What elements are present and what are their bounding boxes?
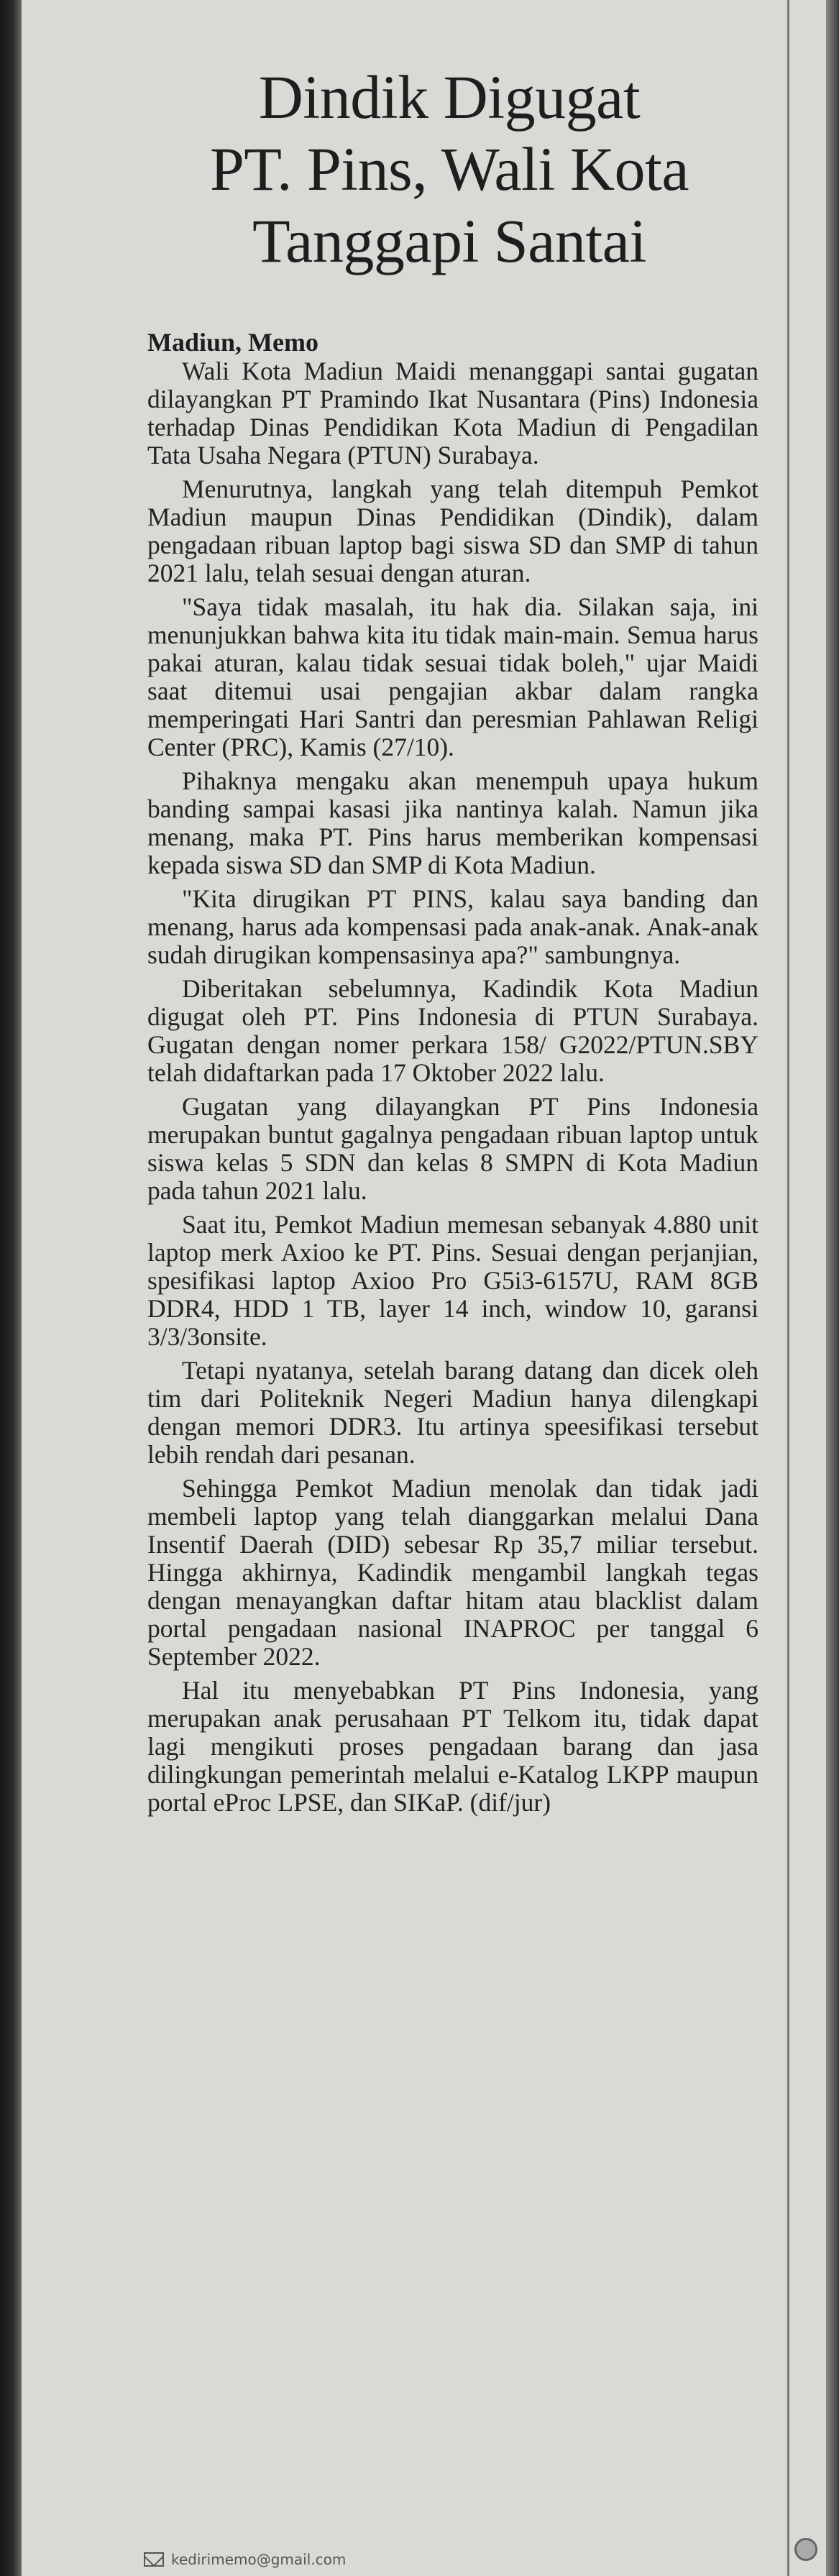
scan-edge-left: [0, 0, 22, 2576]
paragraph: Wali Kota Madiun Maidi menanggapi santai gugatan dilayangkan PT Pramindo Ikat Nusantara (Pins) Indonesia terhadap Dinas Pendidikan Kota Madiun di Pengadilan Tata Usaha Negara (PTUN) Surabaya.: [147, 357, 758, 469]
paragraph: "Kita dirugikan PT PINS, kalau saya banding dan menang, harus ada kompensasi pada anak-anak. Anak-anak sudah dirugikan kompensasinya apa?" sambungnya.: [147, 884, 758, 969]
footer: [144, 2545, 346, 2574]
column-divider: [787, 0, 789, 2576]
article-body: [147, 357, 758, 1817]
mail-icon: [144, 2552, 164, 2567]
footer-email: kedirimemo@gmail.com: [171, 2551, 347, 2568]
headline: [133, 61, 766, 277]
paragraph: Hal itu menyebabkan PT Pins Indonesia, yang merupakan anak perusahaan PT Telkom itu, tidak dapat lagi mengikuti proses pengadaan barang dan jasa dilingkungan pemerintah melalui e-Katalog LKPP maupun portal eProc LPSE, dan SIKaP. (dif/jur): [147, 1676, 758, 1817]
paragraph: Diberitakan sebelumnya, Kadindik Kota Madiun digugat oleh PT. Pins Indonesia di PTUN Surabaya. Gugatan dengan nomer perkara 158/ G2022/PTUN.SBY telah didaftarkan pada 17 Oktober 2022 lalu.: [147, 974, 758, 1087]
dateline: Madiun, Memo: [147, 328, 318, 357]
headline-line-1: Dindik Digugat: [258, 63, 641, 132]
paragraph: Menurutnya, langkah yang telah ditempuh Pemkot Madiun maupun Dinas Pendidikan (Dindik), dalam pengadaan ribuan laptop bagi siswa SD dan SMP di tahun 2021 lalu, telah sesuai dengan aturan.: [147, 475, 758, 587]
page-corner-mark-icon: [794, 2538, 817, 2561]
article: [133, 61, 766, 1823]
headline-line-3: Tanggapi Santai: [252, 206, 646, 275]
paragraph: Gugatan yang dilayangkan PT Pins Indonesia merupakan buntut gagalnya pengadaan ribuan laptop untuk siswa kelas 5 SDN dan kelas 8 SMPN di Kota Madiun pada tahun 2021 lalu.: [147, 1092, 758, 1205]
paragraph: Tetapi nyatanya, setelah barang datang dan dicek oleh tim dari Politeknik Negeri Madiun hanya dilengkapi dengan memori DDR3. Itu artinya speesifikasi tersebut lebih rendah dari pesanan.: [147, 1356, 758, 1469]
paragraph: Saat itu, Pemkot Madiun memesan sebanyak 4.880 unit laptop merk Axioo ke PT. Pins. Sesuai dengan perjanjian, spesifikasi laptop Axioo Pro G5i3-6157U, RAM 8GB DDR4, HDD 1 TB, layer 14 inch, window 10, garansi 3/3/3onsite.: [147, 1210, 758, 1351]
scan-edge-right: [826, 0, 839, 2576]
paragraph: Sehingga Pemkot Madiun menolak dan tidak jadi membeli laptop yang telah dianggarkan melalui Dana Insentif Daerah (DID) sebesar Rp 35,7 miliar tersebut. Hingga akhirnya, Kadindik mengambil langkah tegas dengan menayangkan daftar hitam atau blacklist dalam portal pengadaan nasional INAPROC per tanggal 6 September 2022.: [147, 1474, 758, 1671]
paragraph: "Saya tidak masalah, itu hak dia. Silakan saja, ini menunjukkan bahwa kita itu tidak main-main. Semua harus pakai aturan, kalau tidak sesuai tidak boleh," ujar Maidi saat ditemui usai pengajian akbar dalam rangka memperingati Hari Santri dan peresmian Pahlawan Religi Center (PRC), Kamis (27/10).: [147, 592, 758, 761]
paragraph: Pihaknya mengaku akan menempuh upaya hukum banding sampai kasasi jika nantinya kalah. Namun jika menang, maka PT. Pins harus memberikan kompensasi kepada siswa SD dan SMP di Kota Madiun.: [147, 766, 758, 879]
headline-line-2: PT. Pins, Wali Kota: [209, 134, 689, 203]
